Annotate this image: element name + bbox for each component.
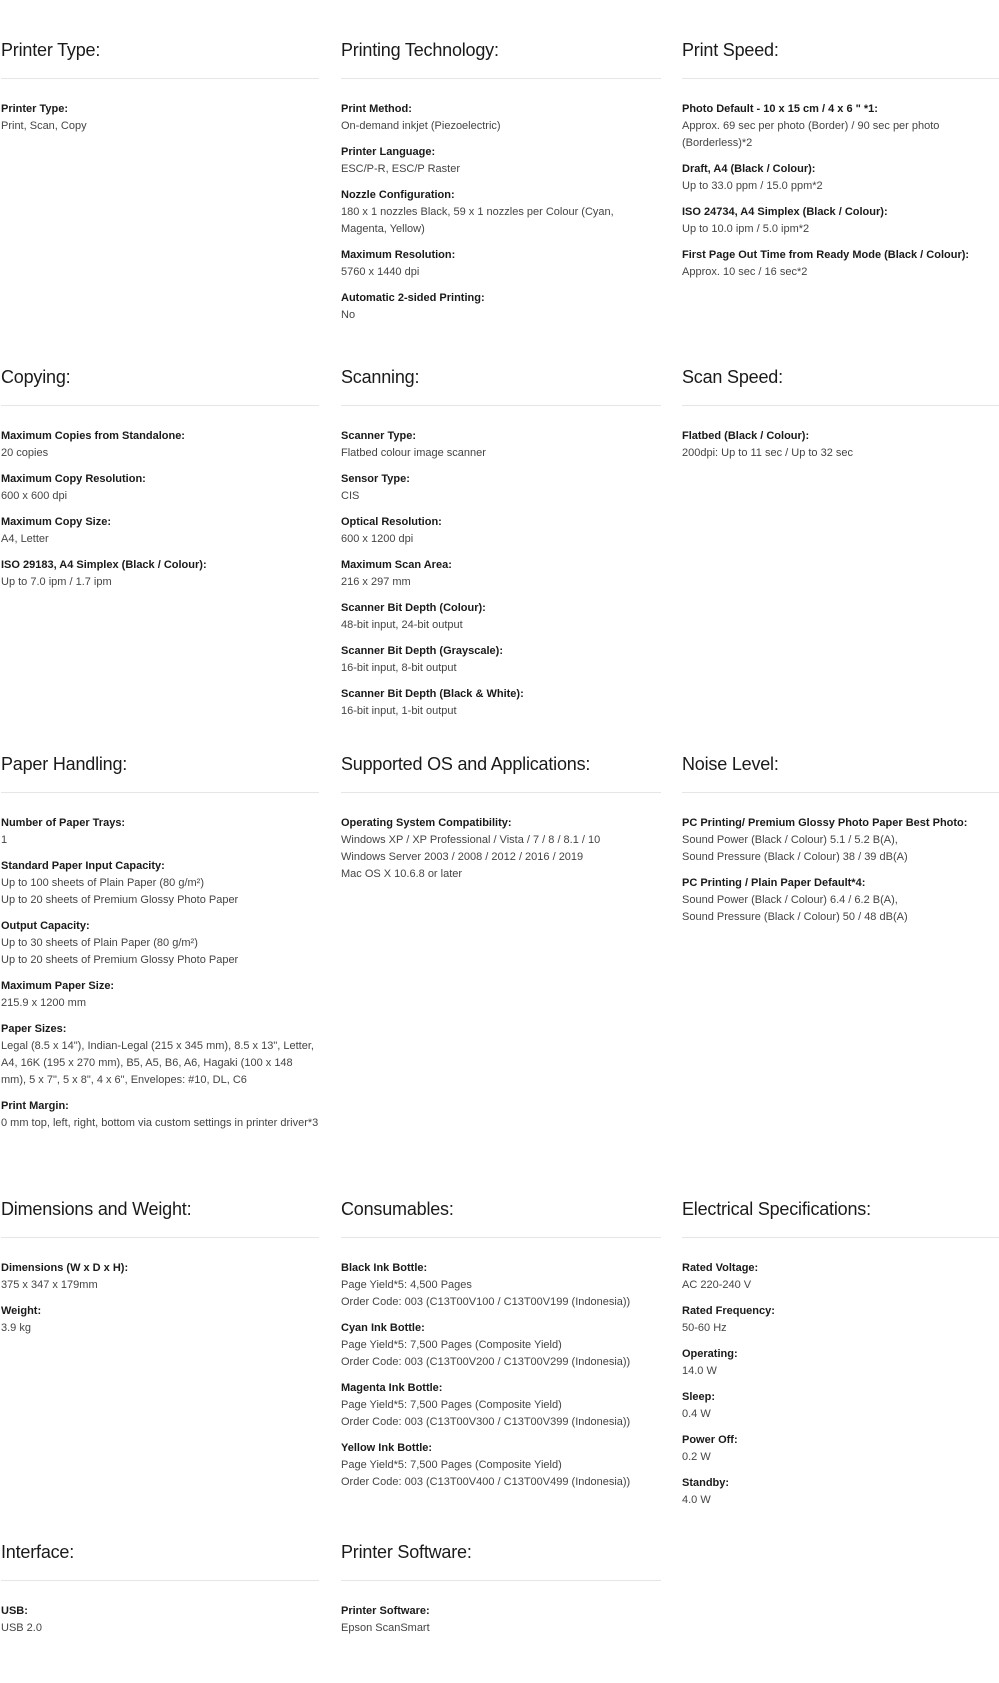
section-printer-software	[341, 1541, 661, 1646]
section-heading: Print Speed:	[682, 40, 779, 60]
spec-item	[682, 247, 999, 281]
spec-value: 3.9 kg	[1, 1322, 31, 1334]
spec-item	[682, 1260, 999, 1294]
spec-value: 216 x 297 mm	[341, 576, 411, 588]
section-divider	[682, 78, 999, 79]
spec-label: ISO 24734, A4 Simplex (Black / Colour):	[682, 206, 888, 218]
spec-value: Print, Scan, Copy	[1, 120, 87, 132]
spec-label: Optical Resolution:	[341, 516, 442, 528]
spec-item	[341, 1603, 661, 1637]
spec-label: Automatic 2-sided Printing:	[341, 292, 485, 304]
spec-value: 600 x 1200 dpi	[341, 533, 414, 545]
spec-label: Printer Type:	[1, 103, 69, 115]
spec-value: 14.0 W	[682, 1365, 717, 1377]
section-dimensions-weight	[1, 1198, 319, 1346]
spec-value: 5760 x 1440 dpi	[341, 266, 420, 278]
spec-item	[1, 1021, 319, 1089]
spec-value: 375 x 347 x 179mm	[1, 1279, 98, 1291]
spec-item	[682, 1303, 999, 1337]
spec-label: Standby:	[682, 1477, 730, 1489]
section-divider	[682, 405, 999, 406]
spec-item	[1, 514, 319, 548]
spec-item	[682, 1475, 999, 1509]
spec-value: Approx. 69 sec per photo (Border) / 90 sec per photo (Borderless)*2	[682, 120, 940, 149]
spec-value: Page Yield*5: 7,500 Pages (Composite Yield) Order Code: 003 (C13T00V200 / C13T00V299 (Indonesia))	[341, 1339, 631, 1368]
spec-label: Nozzle Configuration:	[341, 189, 455, 201]
spec-item	[1, 918, 319, 969]
section-divider	[682, 1237, 999, 1238]
spec-value: Page Yield*5: 7,500 Pages (Composite Yield) Order Code: 003 (C13T00V400 / C13T00V499 (Indonesia))	[341, 1459, 631, 1488]
spec-value: 4.0 W	[682, 1494, 711, 1506]
spec-item	[682, 204, 999, 238]
spec-value: Up to 33.0 ppm / 15.0 ppm*2	[682, 180, 823, 192]
spec-label: Print Method:	[341, 103, 412, 115]
section-divider	[341, 405, 661, 406]
spec-label: Print Margin:	[1, 1100, 69, 1112]
section-heading: Dimensions and Weight:	[1, 1199, 192, 1219]
section-noise-level	[682, 753, 999, 935]
spec-value: CIS	[341, 490, 360, 502]
spec-item	[1, 815, 319, 849]
spec-value: 600 x 600 dpi	[1, 490, 68, 502]
spec-label: Flatbed (Black / Colour):	[682, 430, 810, 442]
spec-label: Maximum Copy Resolution:	[1, 473, 146, 485]
spec-label: Scanner Type:	[341, 430, 416, 442]
spec-item	[341, 187, 661, 238]
section-divider	[341, 78, 661, 79]
spec-label: PC Printing / Plain Paper Default*4:	[682, 877, 866, 889]
section-divider	[341, 1580, 661, 1581]
section-divider	[1, 1237, 319, 1238]
spec-item	[1, 978, 319, 1012]
spec-item	[341, 1320, 661, 1371]
section-divider	[341, 1237, 661, 1238]
spec-value: Up to 10.0 ipm / 5.0 ipm*2	[682, 223, 810, 235]
spec-item	[341, 600, 661, 634]
section-supported-os	[341, 753, 661, 892]
spec-value: Page Yield*5: 7,500 Pages (Composite Yield) Order Code: 003 (C13T00V300 / C13T00V399 (Indonesia))	[341, 1399, 631, 1428]
spec-item	[341, 815, 661, 883]
section-printing-technology	[341, 39, 661, 333]
spec-label: Black Ink Bottle:	[341, 1262, 428, 1274]
section-divider	[1, 405, 319, 406]
spec-item	[341, 1380, 661, 1431]
section-consumables	[341, 1198, 661, 1500]
spec-item	[341, 557, 661, 591]
spec-label: Maximum Paper Size:	[1, 980, 115, 992]
spec-value: A4, Letter	[1, 533, 49, 545]
spec-label: Power Off:	[682, 1434, 738, 1446]
spec-label: ISO 29183, A4 Simplex (Black / Colour):	[1, 559, 207, 571]
spec-label: Scanner Bit Depth (Grayscale):	[341, 645, 503, 657]
spec-label: First Page Out Time from Ready Mode (Black / Colour):	[682, 249, 970, 261]
spec-item	[1, 428, 319, 462]
spec-item	[682, 875, 999, 926]
spec-value: 50-60 Hz	[682, 1322, 727, 1334]
spec-item	[1, 557, 319, 591]
spec-item	[341, 290, 661, 324]
spec-item	[341, 1440, 661, 1491]
section-heading: Interface:	[1, 1542, 75, 1562]
section-heading: Scan Speed:	[682, 367, 783, 387]
spec-label: Sensor Type:	[341, 473, 410, 485]
spec-item	[682, 815, 999, 866]
spec-item	[341, 643, 661, 677]
section-scanning	[341, 366, 661, 729]
spec-label: Operating System Compatibility:	[341, 817, 512, 829]
spec-label: Maximum Copies from Standalone:	[1, 430, 185, 442]
spec-label: Magenta Ink Bottle:	[341, 1382, 443, 1394]
spec-item	[341, 247, 661, 281]
spec-label: Scanner Bit Depth (Black & White):	[341, 688, 524, 700]
spec-label: Rated Voltage:	[682, 1262, 759, 1274]
spec-label: Standard Paper Input Capacity:	[1, 860, 165, 872]
section-heading: Printing Technology:	[341, 40, 499, 60]
spec-value: 16-bit input, 8-bit output	[341, 662, 457, 674]
section-heading: Consumables:	[341, 1199, 454, 1219]
section-printer-type	[1, 39, 319, 144]
spec-value: Windows XP / XP Professional / Vista / 7 / 8 / 8.1 / 10 Windows Server 2003 / 2008 / 2012 / 2016 / 2019 Mac OS X 10.6.8 or later	[341, 834, 601, 880]
spec-label: Paper Sizes:	[1, 1023, 67, 1035]
section-heading: Paper Handling:	[1, 754, 128, 774]
spec-item	[682, 1389, 999, 1423]
spec-value: Epson ScanSmart	[341, 1622, 430, 1634]
spec-label: Printer Software:	[341, 1605, 430, 1617]
spec-label: Printer Language:	[341, 146, 436, 158]
spec-item	[341, 514, 661, 548]
spec-value: 0.4 W	[682, 1408, 711, 1420]
section-copying	[1, 366, 319, 600]
spec-item	[1, 1303, 319, 1337]
spec-label: Draft, A4 (Black / Colour):	[682, 163, 816, 175]
spec-label: Yellow Ink Bottle:	[341, 1442, 433, 1454]
spec-item	[682, 161, 999, 195]
section-heading: Copying:	[1, 367, 71, 387]
spec-value: Approx. 10 sec / 16 sec*2	[682, 266, 808, 278]
spec-item	[341, 428, 661, 462]
spec-value: Up to 30 sheets of Plain Paper (80 g/m²) Up to 20 sheets of Premium Glossy Photo Paper	[1, 937, 239, 966]
section-heading: Electrical Specifications:	[682, 1199, 871, 1219]
section-heading: Noise Level:	[682, 754, 779, 774]
spec-item	[682, 1346, 999, 1380]
section-divider	[1, 1580, 319, 1581]
spec-item	[682, 428, 999, 462]
spec-item	[341, 144, 661, 178]
spec-label: Maximum Copy Size:	[1, 516, 112, 528]
spec-value: Sound Power (Black / Colour) 6.4 / 6.2 B(A), Sound Pressure (Black / Colour) 50 / 48 dB(A)	[682, 894, 908, 923]
spec-value: 0 mm top, left, right, bottom via custom settings in printer driver*3	[1, 1117, 319, 1129]
section-paper-handling	[1, 753, 319, 1141]
spec-value: Page Yield*5: 4,500 Pages Order Code: 003 (C13T00V100 / C13T00V199 (Indonesia))	[341, 1279, 631, 1308]
spec-value: 215.9 x 1200 mm	[1, 997, 86, 1009]
spec-item	[1, 1260, 319, 1294]
spec-value: Flatbed colour image scanner	[341, 447, 486, 459]
spec-value: USB 2.0	[1, 1622, 42, 1634]
spec-value: ESC/P-R, ESC/P Raster	[341, 163, 460, 175]
spec-value: No	[341, 309, 356, 321]
spec-value: 48-bit input, 24-bit output	[341, 619, 463, 631]
spec-value: Up to 100 sheets of Plain Paper (80 g/m²) Up to 20 sheets of Premium Glossy Photo Paper	[1, 877, 239, 906]
spec-label: Operating:	[682, 1348, 738, 1360]
spec-label: PC Printing/ Premium Glossy Photo Paper Best Photo:	[682, 817, 968, 829]
spec-label: USB:	[1, 1605, 28, 1617]
spec-item	[1, 858, 319, 909]
spec-label: Weight:	[1, 1305, 42, 1317]
section-divider	[1, 792, 319, 793]
spec-value: 20 copies	[1, 447, 49, 459]
spec-item	[341, 1260, 661, 1311]
spec-label: Cyan Ink Bottle:	[341, 1322, 425, 1334]
spec-value: Up to 7.0 ipm / 1.7 ipm	[1, 576, 112, 588]
spec-value: On-demand inkjet (Piezoelectric)	[341, 120, 501, 132]
spec-label: Maximum Scan Area:	[341, 559, 452, 571]
spec-label: Scanner Bit Depth (Colour):	[341, 602, 486, 614]
spec-label: Photo Default - 10 x 15 cm / 4 x 6 " *1:	[682, 103, 878, 115]
spec-item	[1, 101, 319, 135]
spec-value: 200dpi: Up to 11 sec / Up to 32 sec	[682, 447, 854, 459]
section-divider	[341, 792, 661, 793]
spec-value: Sound Power (Black / Colour) 5.1 / 5.2 B(A), Sound Pressure (Black / Colour) 38 / 39 dB(A)	[682, 834, 908, 863]
spec-label: Rated Frequency:	[682, 1305, 775, 1317]
spec-value: AC 220-240 V	[682, 1279, 752, 1291]
section-print-speed	[682, 39, 999, 290]
spec-item	[682, 101, 999, 152]
spec-value: Legal (8.5 x 14"), Indian-Legal (215 x 345 mm), 8.5 x 13", Letter, A4, 16K (195 x 270 mm), B5, A5, B6, A6, Hagaki (100 x 148 mm), 5 x 7", 5 x 8", 4 x 6", Envelopes: #10, DL, C6	[1, 1040, 314, 1086]
section-interface	[1, 1541, 319, 1646]
section-heading: Printer Software:	[341, 1542, 472, 1562]
spec-item	[341, 686, 661, 720]
spec-item	[341, 101, 661, 135]
section-heading: Printer Type:	[1, 40, 101, 60]
spec-value: 180 x 1 nozzles Black, 59 x 1 nozzles per Colour (Cyan, Magenta, Yellow)	[341, 206, 614, 235]
spec-item	[341, 471, 661, 505]
spec-label: Dimensions (W x D x H):	[1, 1262, 129, 1274]
spec-label: Output Capacity:	[1, 920, 90, 932]
spec-item	[1, 471, 319, 505]
spec-value: 16-bit input, 1-bit output	[341, 705, 457, 717]
spec-item	[1, 1603, 319, 1637]
section-electrical	[682, 1198, 999, 1518]
section-divider	[682, 792, 999, 793]
spec-label: Number of Paper Trays:	[1, 817, 126, 829]
section-heading: Scanning:	[341, 367, 420, 387]
spec-label: Maximum Resolution:	[341, 249, 456, 261]
section-divider	[1, 78, 319, 79]
spec-label: Sleep:	[682, 1391, 716, 1403]
spec-item	[1, 1098, 319, 1132]
spec-item	[682, 1432, 999, 1466]
section-scan-speed	[682, 366, 999, 471]
section-heading: Supported OS and Applications:	[341, 754, 591, 774]
spec-value: 1	[1, 834, 8, 846]
spec-value: 0.2 W	[682, 1451, 711, 1463]
